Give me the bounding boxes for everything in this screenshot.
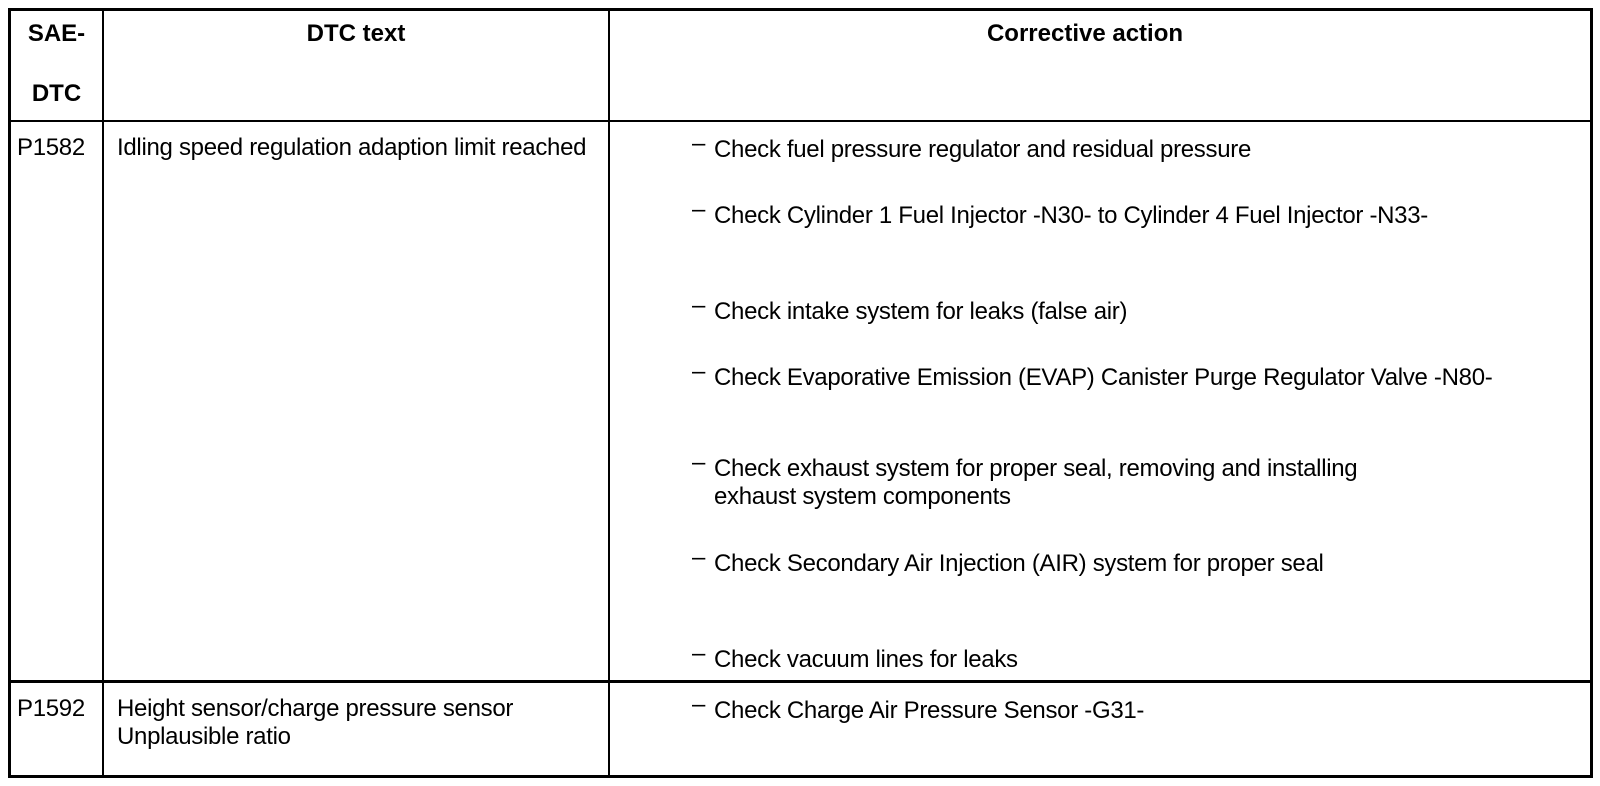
header-sae-dtc-line2: DTC: [31, 80, 82, 107]
corrective-action-item: [692, 196, 1582, 230]
corrective-action-text: Check intake system for leaks (false air): [714, 298, 1128, 325]
header-corrective-action: Corrective action: [986, 20, 1184, 47]
dtc-description: Height sensor/charge pressure sensor Unplausible ratio: [117, 695, 514, 750]
dash-bullet: –: [692, 544, 706, 571]
dtc-description: Idling speed regulation adaption limit reached: [117, 134, 587, 161]
dash-bullet: –: [692, 196, 706, 223]
corrective-action-text: Check Charge Air Pressure Sensor -G31-: [714, 697, 1145, 724]
corrective-action-item: [692, 544, 1582, 578]
corrective-action-item: [692, 691, 1582, 725]
corrective-action-item: [692, 358, 1572, 392]
header-dtc-text: DTC text: [306, 20, 406, 47]
dash-bullet: –: [692, 292, 706, 319]
header-sae-dtc: [11, 20, 102, 108]
dash-bullet: –: [692, 691, 706, 718]
header-row-divider: [8, 120, 1593, 122]
corrective-action-item: [692, 130, 1582, 164]
corrective-action-text: Check Cylinder 1 Fuel Injector -N30- to Cylinder 4 Fuel Injector -N33-: [714, 202, 1428, 229]
corrective-action-text: Check fuel pressure regulator and residual pressure: [714, 136, 1251, 163]
corrective-action-item: [692, 449, 1372, 511]
dtc-code: P1592: [17, 695, 85, 722]
column-divider-code: [102, 8, 104, 778]
dtc-code: P1582: [17, 134, 85, 161]
corrective-action-text: Check exhaust system for proper seal, removing and installing exhaust system components: [714, 455, 1358, 510]
header-sae-dtc-line1: SAE-: [27, 20, 86, 47]
corrective-action-text: Check vacuum lines for leaks: [714, 646, 1018, 673]
column-divider-dtc-text: [608, 8, 610, 778]
corrective-action-text: Check Evaporative Emission (EVAP) Canister Purge Regulator Valve -N80-: [714, 364, 1493, 391]
corrective-action-item: [692, 292, 1582, 326]
dash-bullet: –: [692, 449, 706, 476]
row-divider: [8, 680, 1593, 683]
dash-bullet: –: [692, 130, 706, 157]
dash-bullet: –: [692, 358, 706, 385]
corrective-action-text: Check Secondary Air Injection (AIR) system for proper seal: [714, 550, 1324, 577]
corrective-action-item: [692, 640, 1582, 674]
dash-bullet: –: [692, 640, 706, 667]
